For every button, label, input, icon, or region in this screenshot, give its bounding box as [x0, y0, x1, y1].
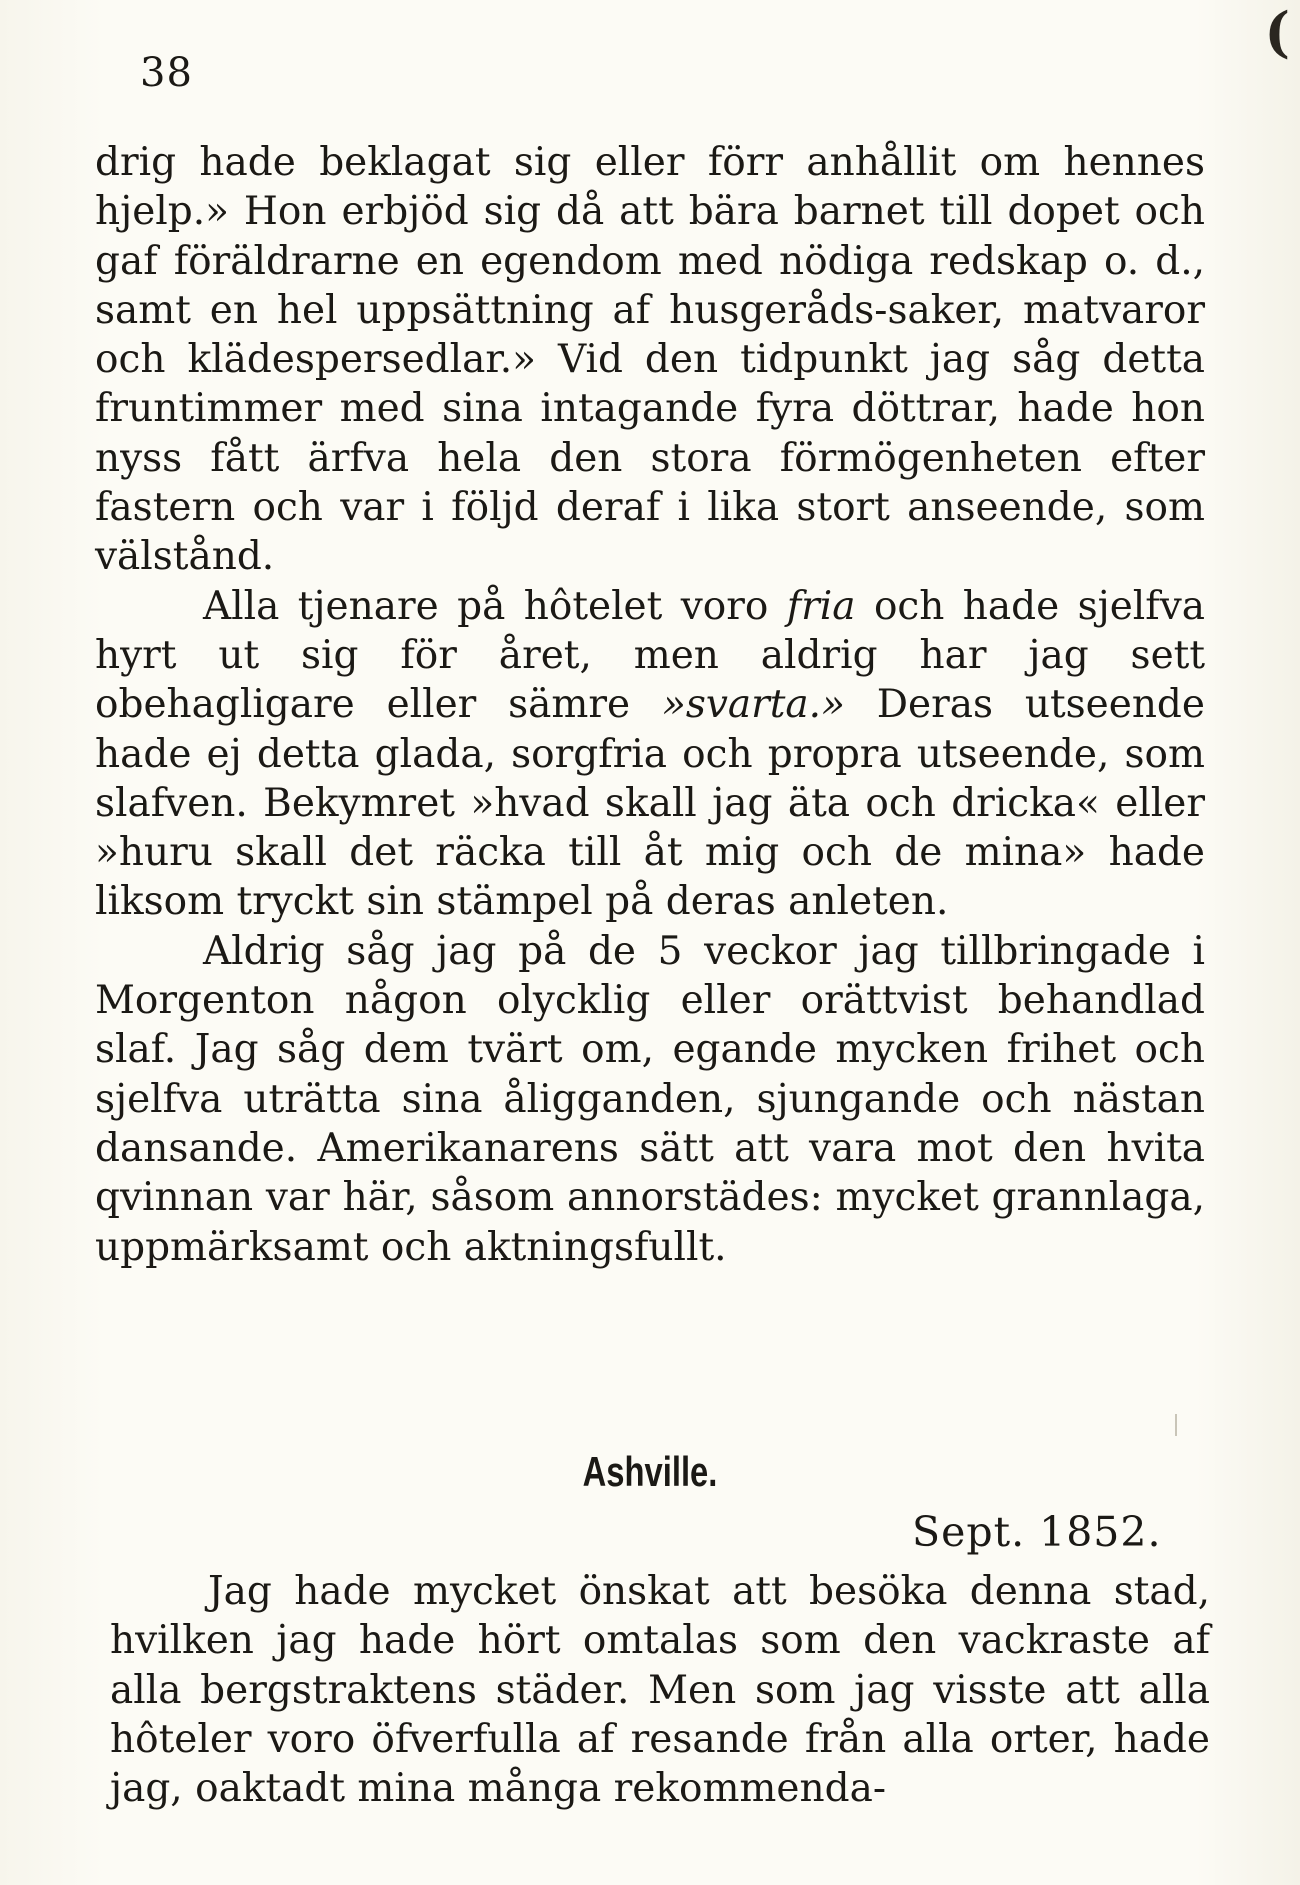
paragraph-text: Deras utseende hade ej detta glada, sorgfria och propra utseende, som slafven. Bekymret »hvad skall jag äta och dricka« eller »huru skall det räcka till åt mig och de mina» hade liksom tryckt sin stämpel på deras anleten. [95, 682, 1205, 925]
italic-emphasis: fria [786, 583, 856, 629]
paragraph-text: och hade sjelfva hyrt ut sig för året, men aldrig har jag sett obehagligare eller sämre [95, 583, 1205, 728]
section-date: Sept. 1852. [912, 1508, 1162, 1556]
section-text-block [110, 1567, 1210, 1813]
main-text-block [95, 138, 1205, 1272]
section-heading: Ashville. [582, 1448, 718, 1495]
page-edge-mark: ( [1264, 0, 1290, 64]
paragraph-text: Alla tjenare på hôtelet voro [203, 583, 787, 629]
paragraph-servants [95, 582, 1205, 927]
paragraph-slaves: Aldrig såg jag på de 5 veckor jag tillbringade i Morgenton någon olycklig eller orättvist behandlad slaf. Jag såg dem tvärt om, egande mycken frihet och sjelfva uträtta sina åligganden, sjungande och nästan dansande. Amerikanarens sätt att vara mot den hvita qvinnan var här, såsom annorstädes: mycket grannlaga, uppmärksamt och aktningsfullt. [95, 928, 1205, 1270]
paragraph-ashville: Jag hade mycket önskat att besöka denna stad, hvilken jag hade hört omtalas som den vackraste af alla bergstraktens städer. Men som jag visste att alla hôteler voro öfverfulla af resande från alla orter, hade jag, oaktadt mina många rekommenda- [110, 1569, 1210, 1812]
italic-emphasis: »svarta.» [661, 682, 845, 728]
paragraph-continuation: drig hade beklagat sig eller förr anhållit om hennes hjelp.» Hon erbjöd sig då att bära barnet till dopet och gaf föräldrarne en egendom med nödiga redskap o. d., samt en hel uppsättning af husgeråds-saker, matvaror och klädespersedlar.» Vid den tidpunkt jag såg detta fruntimmer med sina intagande fyra döttrar, hade hon nyss fått ärfva hela den stora förmögenheten efter fastern och var i följd deraf i lika stort anseende, som välstånd. [95, 140, 1205, 580]
print-speck [1175, 1414, 1177, 1436]
page-number: 38 [140, 50, 193, 96]
